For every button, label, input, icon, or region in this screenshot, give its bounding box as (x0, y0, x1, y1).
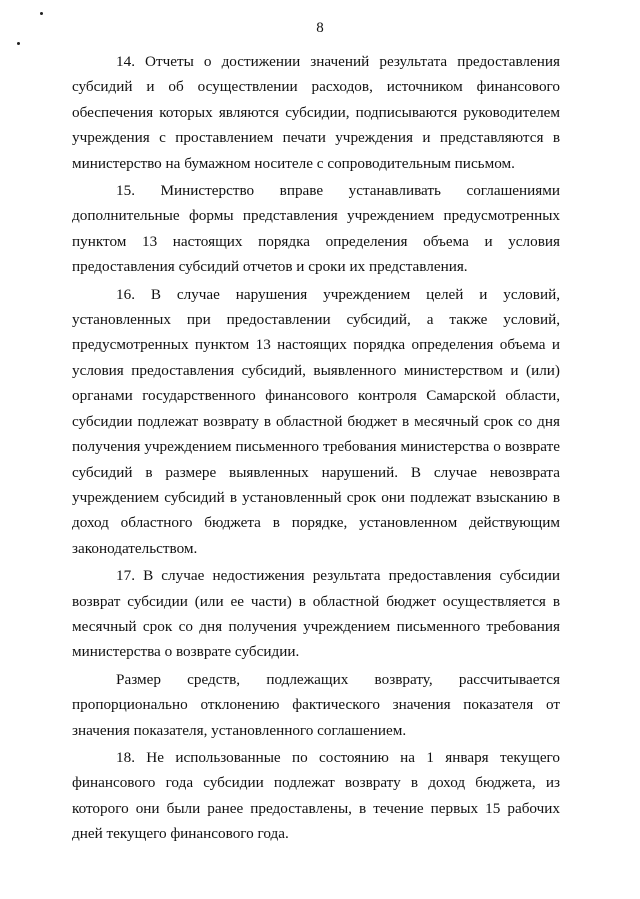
scan-speck (17, 42, 20, 45)
paragraph-18: 18. Не использованные по состоянию на 1 января текущего финансового года субсидии подлежат возврату в доход бюджета, из которого они были ранее предоставлены, в течение первых 15 рабочих дней текущего финансового года. (72, 748, 560, 843)
document-body (72, 49, 560, 849)
page-number: 8 (316, 20, 324, 36)
paragraph-16: 16. В случае нарушения учреждением целей и условий, установленных при предоставлении субсидий, а также условий, предусмотренных пунктом 13 настоящих порядка определения объема и условия предоставления субсидий, выявленного министерством и (или) органами государственного финансового контроля Самарской области, субсидии подлежат возврату в областной бюджет в месячный срок со дня получения учреждением письменного требования министерства о возврате субсидий в размере выявленных нарушений. В случае невозврата учреждением субсидий в установленный срок они подлежат взысканию в доход областного бюджета в порядке, установленном действующим законодательством. (72, 285, 560, 557)
paragraph-15: 15. Министерство вправе устанавливать соглашениями дополнительные формы представления учреждением предусмотренных пунктом 13 настоящих порядка определения объема и условия предоставления субсидий отчетов и сроки их представления. (72, 182, 560, 276)
paragraph-17-refund-amount: Размер средств, подлежащих возврату, рассчитывается пропорционально отклонению фактического значения показателя от значения показателя, установленного соглашением. (72, 670, 560, 739)
paragraph-17: 17. В случае недостижения результата предоставления субсидии возврат субсидии (или ее части) в областной бюджет осуществляется в месячный срок со дня получения учреждением письменного требования министерства о возврате субсидии. (72, 567, 560, 661)
paragraph-14: 14. Отчеты о достижении значений результата предоставления субсидий и об осуществлении расходов, источником финансового обеспечения которых являются субсидии, подписываются руководителем учреждения с проставлением печати учреждения и представляются в министерство на бумажном носителе с сопроводительным письмом. (72, 53, 560, 172)
scan-speck (40, 12, 43, 15)
